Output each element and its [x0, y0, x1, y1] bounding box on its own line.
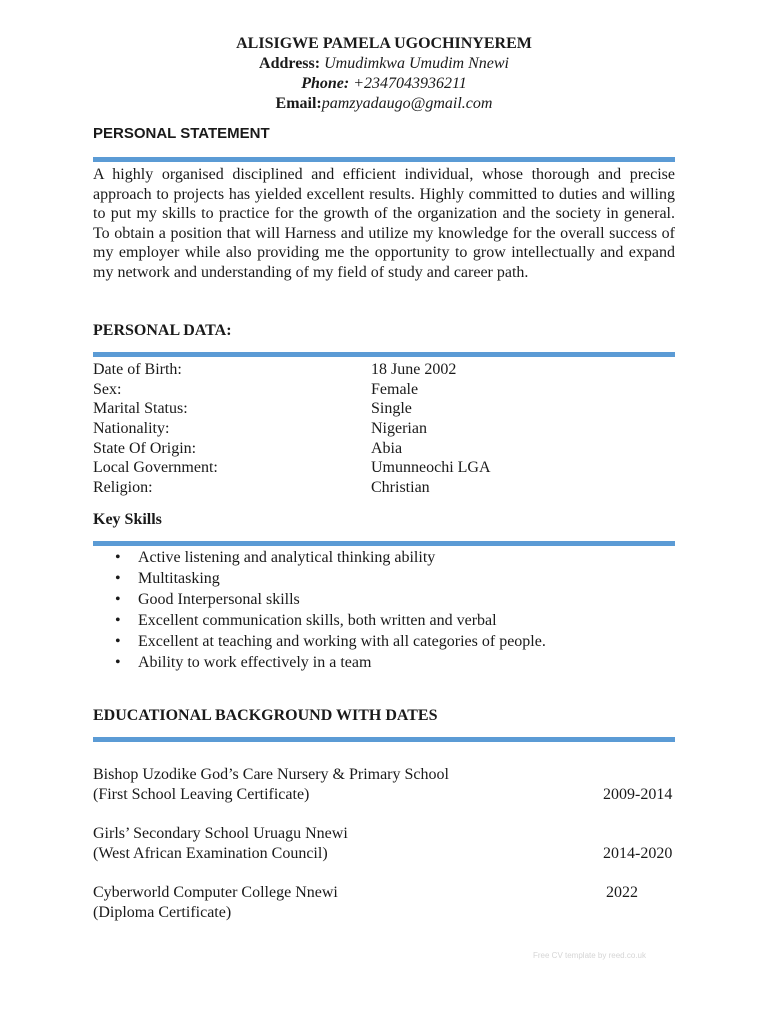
- personal-data-row: [93, 440, 675, 460]
- list-item: [93, 570, 675, 591]
- education-dates: 2022: [606, 884, 638, 901]
- field-value: Christian: [371, 479, 430, 496]
- personal-data-row: [93, 381, 675, 401]
- section-divider: [93, 737, 675, 742]
- personal-data-title: PERSONAL DATA:: [93, 322, 232, 339]
- field-value: 18 June 2002: [371, 361, 457, 378]
- skill-text: Excellent communication skills, both written and verbal: [138, 612, 497, 629]
- field-label: State Of Origin:: [93, 440, 197, 457]
- email-label: Email:: [275, 95, 322, 112]
- school-name: Girls’ Secondary School Uruagu Nnewi: [93, 825, 348, 842]
- personal-data-row: [93, 479, 675, 499]
- field-label: Date of Birth:: [93, 361, 182, 378]
- qualification: (First School Leaving Certificate): [93, 785, 310, 803]
- personal-statement-text: A highly organised disciplined and efficient individual, whose thorough and precise approach to projects has yielded excellent results. Highly committed to duties and willing to put my skills to practice for the growth of the organization and the society in general. To obtain a position that will Harness and utilize my knowledge for the overall success of my employer while also providing me the opportunity to grow intellectually and expand my network and understanding of my field of study and career path.: [93, 166, 675, 281]
- school-name: Bishop Uzodike God’s Care Nursery & Primary School: [93, 766, 449, 783]
- email-line: [0, 94, 768, 114]
- education-title: EDUCATIONAL BACKGROUND WITH DATES: [93, 707, 438, 724]
- personal-data-row: [93, 459, 675, 479]
- skill-text: Excellent at teaching and working with all categories of people.: [138, 633, 546, 650]
- personal-data-row: [93, 420, 675, 440]
- bullet-icon: •: [115, 549, 121, 566]
- personal-data-row: [93, 361, 675, 381]
- education-entry: [93, 883, 675, 922]
- cv-header: [0, 34, 768, 114]
- list-item: [93, 633, 675, 654]
- list-item: [93, 654, 675, 675]
- field-label: Marital Status:: [93, 400, 188, 417]
- field-value: Single: [371, 400, 412, 417]
- phone-label: Phone:: [301, 75, 350, 92]
- field-label: Religion:: [93, 479, 153, 496]
- education-dates: 2009-2014: [603, 785, 673, 803]
- section-divider: [93, 157, 675, 162]
- list-item: [93, 612, 675, 633]
- candidate-name: ALISIGWE PAMELA UGOCHINYEREM: [236, 35, 532, 52]
- field-label: Nationality:: [93, 420, 170, 437]
- address-value: Umudimkwa Umudim Nnewi: [324, 55, 509, 72]
- education-entry: [93, 765, 675, 804]
- qualification: (Diploma Certificate): [93, 903, 232, 921]
- bullet-icon: •: [115, 591, 121, 608]
- skill-text: Good Interpersonal skills: [138, 591, 300, 608]
- field-value: Nigerian: [371, 420, 427, 437]
- list-item: [93, 591, 675, 612]
- field-label: Local Government:: [93, 459, 218, 476]
- bullet-icon: •: [115, 612, 121, 629]
- list-item: [93, 549, 675, 570]
- school-name: Cyberworld Computer College Nnewi: [93, 884, 338, 901]
- personal-statement-title: PERSONAL STATEMENT: [93, 125, 270, 142]
- key-skills-title: Key Skills: [93, 511, 162, 528]
- phone-value: +2347043936211: [353, 75, 467, 92]
- section-divider: [93, 352, 675, 357]
- skill-text: Ability to work effectively in a team: [138, 654, 372, 671]
- skill-text: Multitasking: [138, 570, 220, 587]
- bullet-icon: •: [115, 654, 121, 671]
- personal-data-row: [93, 400, 675, 420]
- education-entry: [93, 824, 675, 863]
- education-dates: 2014-2020: [603, 844, 673, 862]
- skill-text: Active listening and analytical thinking ability: [138, 549, 436, 566]
- template-credit: Free CV template by reed.co.uk: [533, 951, 646, 960]
- email-value: pamzyadaugo@gmail.com: [321, 95, 493, 112]
- field-label: Sex:: [93, 381, 122, 398]
- phone-line: [0, 74, 768, 94]
- qualification: (West African Examination Council): [93, 844, 328, 862]
- section-divider: [93, 541, 675, 546]
- bullet-icon: •: [115, 570, 121, 587]
- key-skills-list: [93, 549, 675, 675]
- field-value: Abia: [371, 440, 403, 457]
- address-label: Address:: [259, 55, 321, 72]
- field-value: Umunneochi LGA: [371, 459, 491, 476]
- field-value: Female: [371, 381, 419, 398]
- bullet-icon: •: [115, 633, 121, 650]
- address-line: [0, 54, 768, 74]
